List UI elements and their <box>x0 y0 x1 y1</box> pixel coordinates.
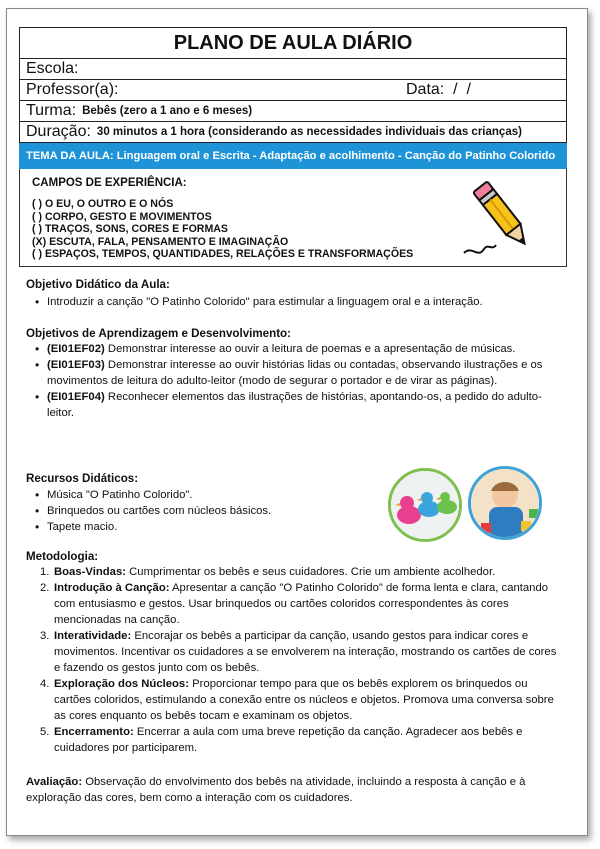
turma-row <box>20 101 566 122</box>
tema-bar: TEMA DA AULA: Linguagem oral e Escrita - Adaptação e acolhimento - Canção do Patinho Colorido <box>19 143 567 169</box>
aprendizagem-list <box>26 341 548 421</box>
step-number: 4. <box>40 678 50 690</box>
aprendizagem-title: Objetivos de Aprendizagem e Desenvolvimento: <box>26 327 292 340</box>
escola-label: Escola: <box>26 60 79 77</box>
objetivo-item: • Introduzir a canção "O Patinho Colorido" para estimular a linguagem oral e a interação. <box>35 294 556 310</box>
data-label: Data: / / <box>406 81 471 98</box>
avaliacao-section <box>26 774 558 806</box>
metodologia-list <box>26 564 558 756</box>
aprendizagem-text: Demonstrar interesse ao ouvir histórias lidas ou contadas, observando ilustrações e os movimentos de leitura do adulto-leitor (modo de segurar o portador e de virar as páginas). <box>47 359 543 387</box>
metodologia-item <box>40 628 558 676</box>
aprendizagem-item <box>35 389 548 421</box>
step-head: Introdução à Canção: <box>54 582 170 594</box>
rubber-ducks-image <box>388 468 462 542</box>
recursos-item: • Brinquedos ou cartões com núcleos básicos. <box>35 503 356 519</box>
metodologia-item <box>40 724 558 756</box>
pencil-icon <box>458 175 548 259</box>
step-number: 1. <box>40 566 50 578</box>
step-text: Encorajar os bebês a participar da canção, usando gestos para indicar cores e movimentos. Incentivar os cuidadores a se envolverem na interação, mostrando os cartões de cores e fazendo os gestos junto com os bebês. <box>54 630 557 674</box>
step-text: Proporcionar tempo para que os bebês explorem os brinquedos ou cartões coloridos, estimulando a conexão entre os núcleos e objetos. Promova uma conversa sobre as cores enquanto os bebês tocam e examinam os objetos. <box>54 678 554 722</box>
step-text: Encerrar a aula com uma breve repetição da canção. Agradecer aos bebês e cuidadores por participarem. <box>54 726 523 754</box>
objetivo-list <box>26 294 556 310</box>
recursos-section <box>26 472 356 535</box>
avaliacao-text: Observação do envolvimento dos bebês na atividade, incluindo a resposta à canção e à exploração das cores, bem como a interação com os cuidadores. <box>26 776 526 804</box>
recursos-item: • Tapete macio. <box>35 519 356 535</box>
metodologia-item <box>40 580 558 628</box>
campo-item: ( ) O EU, O OUTRO E O NÓS <box>32 198 174 210</box>
aprendizagem-section <box>26 327 548 421</box>
recursos-item: • Música "O Patinho Colorido". <box>35 487 356 503</box>
campos-title: CAMPOS DE EXPERIÊNCIA: <box>32 177 187 189</box>
recursos-list <box>26 487 356 535</box>
aprendizagem-text: Demonstrar interesse ao ouvir a leitura de poemas e a apresentação de músicas. <box>104 343 516 355</box>
baby-playing-image <box>468 466 542 540</box>
duracao-label: Duração: <box>26 123 91 140</box>
step-head: Interatividade: <box>54 630 132 642</box>
metodologia-item <box>40 676 558 724</box>
step-number: 2. <box>40 582 50 594</box>
page-title: PLANO DE AULA DIÁRIO <box>20 28 566 59</box>
turma-value: Bebês (zero a 1 ano e 6 meses) <box>82 105 253 117</box>
metodologia-section <box>26 550 558 756</box>
step-number: 5. <box>40 726 50 738</box>
step-number: 3. <box>40 630 50 642</box>
step-text: Apresentar a canção "O Patinho Colorido" de forma lenta e clara, cantando com entusiasmo e gestos. Usar brinquedos ou cartões coloridos correspondentes às cores mencionadas na canção. <box>54 582 549 626</box>
professor-row <box>20 80 566 101</box>
metodologia-item <box>40 564 558 580</box>
step-text: Cumprimentar os bebês e seus cuidadores. Crie um ambiente acolhedor. <box>126 566 496 578</box>
step-head: Boas-Vindas: <box>54 566 126 578</box>
step-head: Exploração dos Núcleos: <box>54 678 189 690</box>
recursos-title: Recursos Didáticos: <box>26 472 139 485</box>
bncc-code: (EI01EF03) <box>47 359 105 371</box>
duracao-row <box>20 122 566 142</box>
objetivo-section <box>26 278 556 310</box>
step-head: Encerramento: <box>54 726 134 738</box>
avaliacao-head: Avaliação: <box>26 776 83 788</box>
campo-item: (X) ESCUTA, FALA, PENSAMENTO E IMAGINAÇÃO <box>32 235 289 248</box>
campo-item: ( ) TRAÇOS, SONS, CORES E FORMAS <box>32 223 228 236</box>
bncc-code: (EI01EF04) <box>47 391 105 403</box>
campo-item: ( ) CORPO, GESTO E MOVIMENTOS <box>32 210 212 223</box>
campos-list <box>32 198 413 261</box>
duracao-value: 30 minutos a 1 hora (considerando as necessidades individuais das crianças) <box>96 126 522 138</box>
bncc-code: (EI01EF02) <box>47 343 105 355</box>
escola-row <box>20 59 566 80</box>
aprendizagem-text: Reconhecer elementos das ilustrações de histórias, apontando-os, a pedido do adulto-leitor. <box>47 391 542 419</box>
aprendizagem-item <box>35 357 548 389</box>
turma-label: Turma: <box>26 102 77 119</box>
objetivo-title: Objetivo Didático da Aula: <box>26 278 170 291</box>
aprendizagem-item <box>35 341 548 357</box>
metodologia-title: Metodologia: <box>26 550 99 563</box>
header-table <box>19 27 567 143</box>
campo-item: ( ) ESPAÇOS, TEMPOS, QUANTIDADES, RELAÇÕES E TRANSFORMAÇÕES <box>32 248 414 261</box>
professor-label: Professor(a): <box>26 81 119 98</box>
